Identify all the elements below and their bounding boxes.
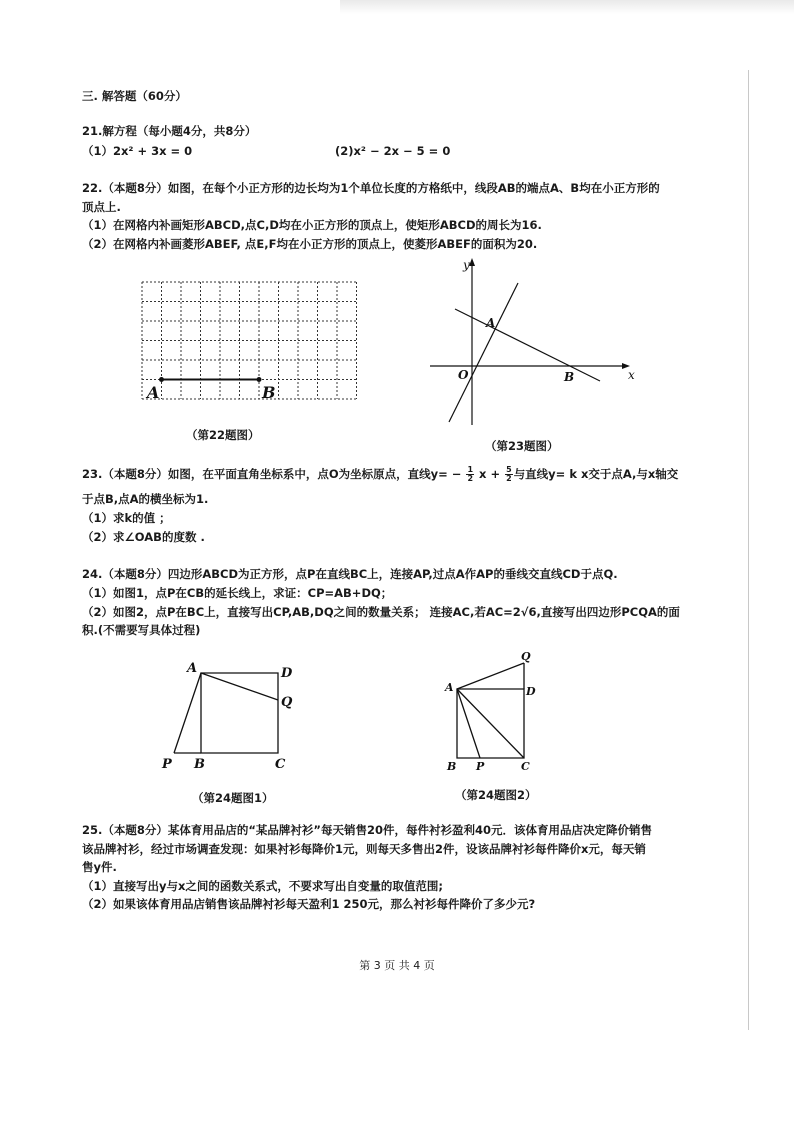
q24-part-1: （1）如图1，点P在CB的延长线上，求证：CP=AB+DQ； — [82, 586, 393, 600]
q23-caption: （第23题图） — [485, 439, 559, 453]
fraction-one-half — [466, 466, 474, 483]
fraction-five-halves — [505, 466, 513, 483]
label-p: P — [476, 760, 485, 773]
label-b: B — [262, 383, 276, 402]
q23-part-1: （1）求k的值 ； — [82, 511, 171, 525]
section-title: 三. 解答题（60分） — [82, 89, 187, 103]
label-d: D — [281, 666, 293, 681]
line-kx — [449, 283, 518, 422]
y-axis-arrow — [469, 258, 475, 266]
label-o: O — [458, 368, 469, 382]
point-b — [257, 377, 262, 382]
q21-equation-1: （1）2x² + 3x = 0 — [82, 144, 193, 158]
q25-part-2: （2）如果该体育用品店销售该品牌衬衫每天盈利1 250元，那么衬衫每件降价了多少元? — [82, 897, 536, 911]
frac1-den: 2 — [467, 474, 474, 483]
point-a — [159, 377, 164, 382]
segment-ac — [457, 689, 524, 758]
scan-shadow — [340, 0, 794, 14]
q23-part-2: （2）求∠OAB的度数 . — [82, 530, 205, 544]
q23-line-1-post: 与直线y= k x交于点A,与x轴交 — [513, 467, 679, 481]
label-b: B — [194, 757, 205, 772]
q25-line-2: 该品牌衬衫，经过市场调查发现：如果衬衫每降价1元，则每天多售出2件，设该品牌衬衫每件降价x元，每天销 — [82, 842, 646, 856]
segment-aq — [457, 663, 524, 689]
q24-figure-2 — [440, 645, 550, 775]
q24-line-1: 24.（本题8分）四边形ABCD为正方形，点P在直线BC上，连接AP,过点A作AP的垂线交直线CD于点Q. — [82, 567, 618, 581]
q25-line-1: 25.（本题8分）某体育用品店的“某品牌衬衫”每天销售20件，每件衬衫盈利40元．该体育用品店决定降价销售 — [82, 823, 652, 837]
label-a: A — [147, 383, 160, 402]
q25-part-1: （1）直接写出y与x之间的函数关系式，不要求写出自变量的取值范围; — [82, 879, 444, 893]
label-y: y — [463, 258, 470, 272]
segment-aq — [201, 673, 278, 700]
label-c: C — [275, 757, 286, 772]
q24-figure-1 — [160, 660, 310, 775]
label-d: D — [526, 685, 536, 698]
q21-equation-2: (2)x² − 2x − 5 = 0 — [335, 144, 451, 158]
frac1-num: 1 — [467, 465, 474, 474]
q23-line-1-pre: 23.（本题8分）如图，在平面直角坐标系中，点O为坐标原点，直线y= − — [82, 467, 462, 481]
q22-line-2: 顶点上. — [82, 200, 121, 214]
q24-fig1-caption: （第24题图1） — [192, 791, 274, 805]
q23-line-1 — [82, 465, 678, 483]
label-c: C — [521, 760, 530, 773]
q24-fig2-caption: （第24题图2） — [455, 788, 537, 802]
label-b: B — [447, 760, 457, 773]
q22-line-1: 22.（本题8分）如图，在每个小正方形的边长均为1个单位长度的方格纸中，线段AB的端点A、B均在小正方形的 — [82, 181, 660, 195]
frac2-num: 5 — [506, 465, 512, 474]
label-q: Q — [281, 695, 293, 710]
q23-coordinate-figure — [425, 255, 640, 430]
label-b: B — [564, 370, 575, 384]
q22-part-1: （1）在网格内补画矩形ABCD,点C,D均在小正方形的顶点上，使矩形ABCD的周长为16. — [82, 218, 542, 232]
q23-line-2: 于点B,点A的横坐标为1. — [82, 492, 209, 506]
q24-part-2-cont: 积.(不需要写具体过程) — [82, 623, 201, 637]
segment-ap — [457, 689, 480, 758]
label-a: A — [187, 661, 198, 676]
label-x: x — [628, 368, 635, 382]
q23-line-1-mid: x + — [479, 467, 501, 481]
label-a: A — [486, 316, 496, 330]
page-number: 第 3 页 共 4 页 — [359, 959, 435, 972]
label-a: A — [445, 681, 454, 694]
label-p: P — [162, 757, 172, 772]
q24-part-2: （2）如图2，点P在BC上，直接写出CP,AB,DQ之间的数量关系； 连接AC,若AC=2√6,直接写出四边形PCQA的面 — [82, 605, 680, 619]
q25-line-3: 售y件. — [82, 860, 117, 874]
q22-part-2: （2）在网格内补画菱形ABEF, 点E,F均在小正方形的顶点上，使菱形ABEF的面积为20. — [82, 237, 538, 251]
label-q: Q — [521, 650, 531, 663]
q21-title: 21.解方程（每小题4分，共8分） — [82, 124, 257, 138]
segment-ap — [174, 673, 201, 753]
q22-caption: （第22题图） — [186, 428, 260, 442]
line-ab — [455, 309, 600, 381]
square-abcd — [201, 673, 278, 753]
q22-grid-figure — [142, 282, 362, 402]
frac2-den: 2 — [506, 474, 512, 483]
page-edge — [748, 70, 749, 1030]
